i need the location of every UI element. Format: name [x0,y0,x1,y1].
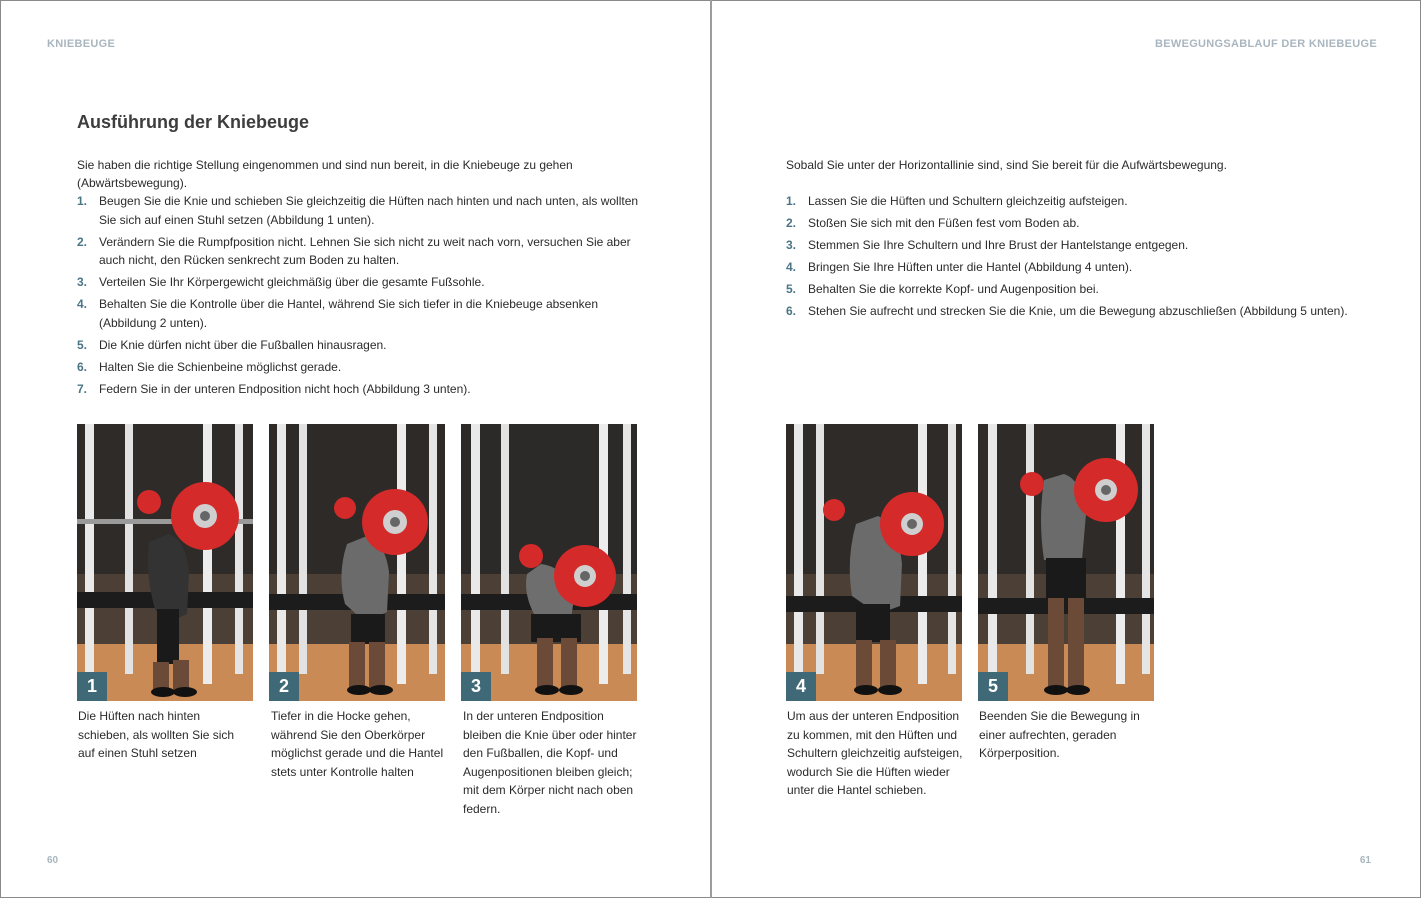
step-text: Verteilen Sie Ihr Körpergewicht gleichmäßig über die gesamte Fußsohle. [99,275,485,289]
page-number: 60 [47,855,59,866]
intro-text: Sie haben die richtige Stellung eingenommen und sind nun bereit, in die Kniebeuge zu gehen (Abwärtsbewegung). [77,158,573,190]
step-number: 3. [77,275,88,289]
squat-photo-5-image [978,424,1154,701]
step-number: 4. [786,260,797,274]
list-item [77,358,642,377]
step-number: 5. [77,337,88,352]
step-text: Behalten Sie die korrekte Kopf- und Augenposition bei. [808,282,1099,296]
step-text: Federn Sie in der unteren Endposition nicht hoch (Abbildung 3 unten). [99,381,471,396]
figure-badge: 1 [77,672,107,701]
step-number: 5. [786,282,797,296]
step-number: 1. [77,194,88,208]
list-item [77,233,642,270]
figure-badge: 5 [978,672,1008,701]
list-item [77,380,642,399]
step-text: Halten Sie die Schienbeine möglichst gerade. [99,359,342,374]
page-title: Ausführung der Kniebeuge [77,112,310,132]
step-text: Stoßen Sie sich mit den Füßen fest vom Boden ab. [808,216,1080,230]
step-number: 2. [77,234,88,249]
intro-text: Sobald Sie unter der Horizontallinie sind, sind Sie bereit für die Aufwärtsbewegung. [786,158,1227,172]
list-item [786,258,1386,277]
step-text: Die Knie dürfen nicht über die Fußballen hinausragen. [99,337,387,352]
squat-photo-1-image [77,424,253,701]
left-page [0,0,710,898]
step-number: 6. [786,304,797,318]
list-item [786,192,1386,211]
squat-photo-2 [269,424,445,701]
step-text: Stehen Sie aufrecht und strecken Sie die Knie, um die Bewegung abzuschließen (Abbildung 5 unten). [808,304,1348,318]
list-item [786,302,1386,321]
figure-badge: 4 [786,672,816,701]
running-head: KNIEBEUGE [47,38,116,50]
list-item [77,336,642,355]
step-list [77,192,642,402]
step-number: 6. [77,359,88,374]
page-number: 61 [1359,855,1371,866]
step-text: Bringen Sie Ihre Hüften unter die Hantel (Abbildung 4 unten). [808,260,1133,274]
step-number: 2. [786,216,797,230]
figure-caption: Beenden Sie die Bewegung in einer aufrechten, geraden Körperposition. [979,709,1140,760]
list-item [786,236,1386,255]
figure-caption: Die Hüften nach hinten schieben, als wollten Sie sich auf einen Stuhl setzen [78,709,235,760]
list-item [77,273,642,292]
list-item [786,214,1386,233]
squat-photo-2-image [269,424,445,701]
right-page [712,0,1421,898]
step-number: 3. [786,238,797,252]
step-number: 4. [77,297,88,311]
list-item [786,280,1386,299]
step-number: 1. [786,194,797,208]
figure-caption: Um aus der unteren Endposition zu kommen, mit den Hüften und Schultern gleichzeitig aufsteigen, wodurch Sie die Hüften wieder unter die Hantel schieben. [787,709,963,797]
squat-photo-4 [786,424,962,701]
step-text: Lassen Sie die Hüften und Schultern gleichzeitig aufsteigen. [808,194,1128,208]
figure-badge: 3 [461,672,491,701]
step-text: Beugen Sie die Knie und schieben Sie gleichzeitig die Hüften nach hinten und nach unten, als wollten Sie sich auf einen Stuhl setzen (Abbildung 1 unten). [99,194,639,227]
squat-photo-3 [461,424,637,701]
squat-photo-3-image [461,424,637,701]
running-head: BEWEGUNGSABLAUF DER KNIEBEUGE [1155,38,1377,50]
figure-caption: In der unteren Endposition bleiben die Knie über oder hinter den Fußballen, die Kopf- und Augenpositionen bleiben gleich; mit dem Körper nicht nach oben federn. [463,709,637,816]
squat-photo-4-image [786,424,962,701]
squat-photo-1 [77,424,253,701]
step-text: Verändern Sie die Rumpfposition nicht. Lehnen Sie sich nicht zu weit nach vorn, versuchen Sie aber auch nicht, den Rücken senkrecht zum Boden zu halten. [99,234,631,267]
squat-photo-5 [978,424,1154,701]
step-number: 7. [77,381,88,396]
step-text: Stemmen Sie Ihre Schultern und Ihre Brust der Hantelstange entgegen. [808,238,1189,252]
list-item [77,295,642,332]
step-list [786,192,1386,324]
figure-badge: 2 [269,672,299,701]
figure-caption: Tiefer in die Hocke gehen, während Sie den Oberkörper möglichst gerade und die Hantel stets unter Kontrolle halten [271,709,444,779]
step-text: Behalten Sie die Kontrolle über die Hantel, während Sie sich tiefer in die Kniebeuge absenken (Abbildung 2 unten). [99,297,598,330]
list-item [77,192,642,229]
